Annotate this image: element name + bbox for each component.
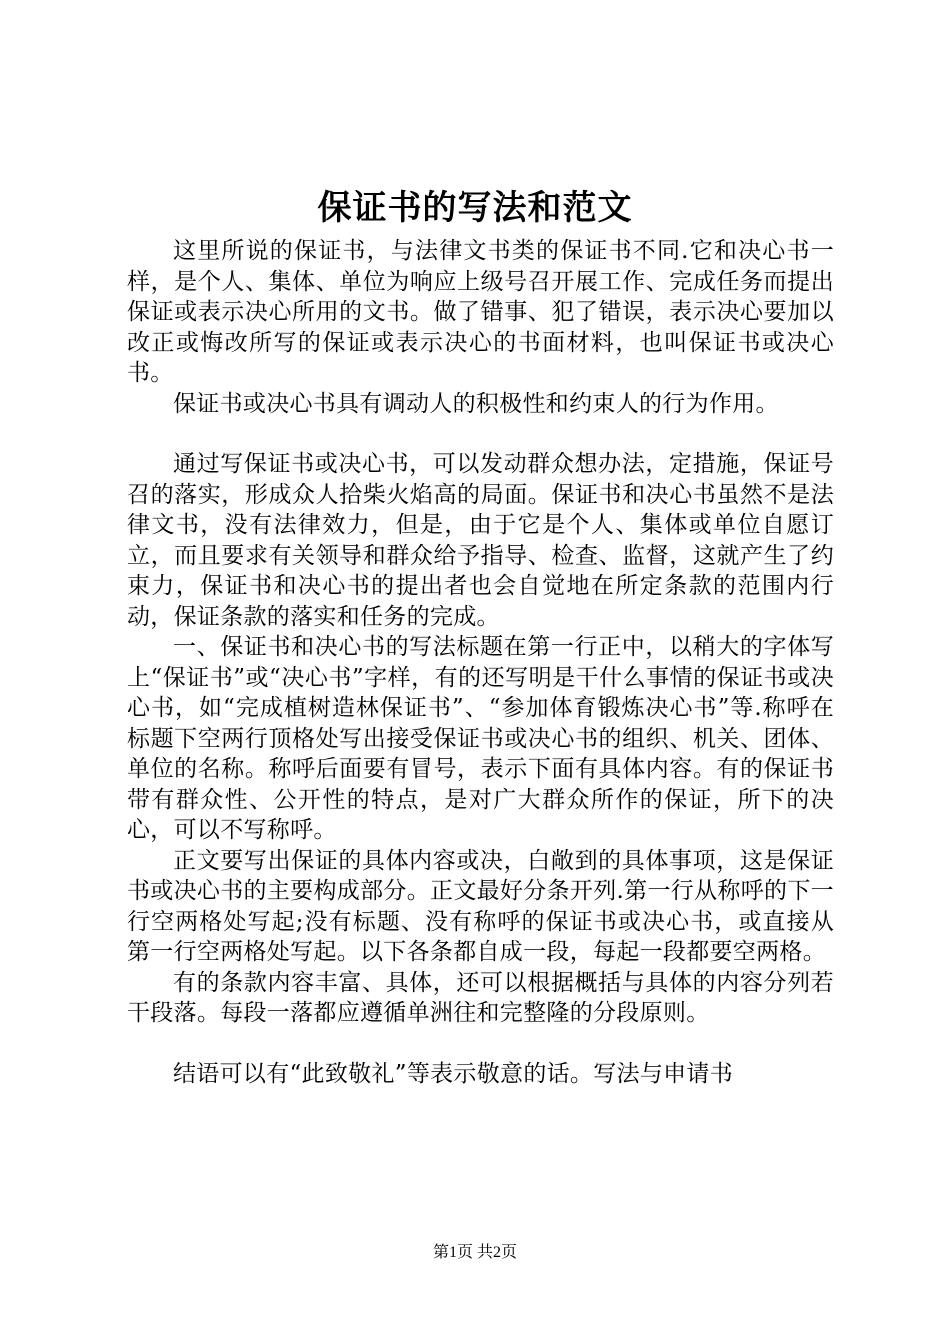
document-body [127,236,834,1089]
paragraph-closing: 结语可以有“此致敬礼”等表示敬意的话。写法与申请书 [173,1060,734,1087]
document-title: 保证书的写法和范文 [317,188,633,228]
paragraph-intro: 这里所说的保证书，与法律文书类的保证书不同.它和决心书一样，是个人、集体、单位为响应上级号召开展工作、完成任务而提出保证或表示决心所用的文书。做了错事、犯了错误，表示决心要加以改正或悔改所写的保证或表示决心的书面材料，也叫保证书或决心书。 [127,238,834,386]
paragraph-effect: 通过写保证书或决心书，可以发动群众想办法，定措施，保证号召的落实，形成众人拾柴火焰高的局面。保证书和决心书虽然不是法律文书，没有法律效力，但是，由于它是个人、集体或单位自愿订立，而且要求有关领导和群众给予指导、检查、监督，这就产生了约束力，保证书和决心书的提出者也会自觉地在所定条款的范围内行动，保证条款的落实和任务的完成。 [127,451,834,630]
paragraph-format-title: 一、保证书和决心书的写法标题在第一行正中，以稍大的字体写上“保证书”或“决心书”字样，有的还写明是干什么事情的保证书或决心书，如“完成植树造林保证书”、“参加体育锻炼决心书”等.称呼在标题下空两行顶格处写出接受保证书或决心书的组织、机关、团体、单位的名称。称呼后面要有冒号，表示下面有具体内容。有的保证书带有群众性、公开性的特点，是对广大群众所作的保证，所下的决心，可以不写称呼。 [127,634,834,843]
page-footer: 第1页 共2页 [432,1244,517,1261]
paragraph-body-content: 正文要写出保证的具体内容或决，白敞到的具体事项，这是保证书或决心书的主要构成部分。正文最好分条开列.第一行从称呼的下一行空两格处写起;没有标题、没有称呼的保证书或决心书，或直接从第一行空两格处写起。以下各条都自成一段，每起一段都要空两格。 [127,847,834,965]
paragraph-sections: 有的条款内容丰富、具体，还可以根据概括与具体的内容分列若干段落。每段一落都应遵循单洲往和完整隆的分段原则。 [127,969,834,1026]
paragraph-function: 保证书或决心书具有调动人的积极性和约束人的行为作用。 [173,390,779,417]
